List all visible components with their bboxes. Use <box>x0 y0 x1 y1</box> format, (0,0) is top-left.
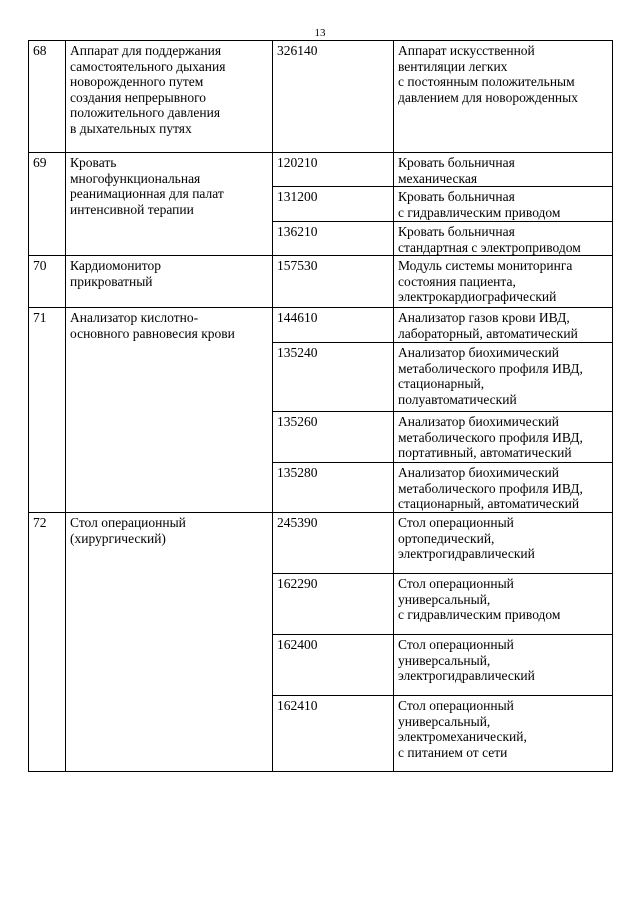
table-row <box>29 41 613 153</box>
equipment-code: 135260 <box>273 412 394 463</box>
row-number: 70 <box>29 256 66 308</box>
equipment-code: 135280 <box>273 463 394 513</box>
equipment-description: Анализатор газов крови ИВД, лабораторный, автоматический <box>394 308 613 343</box>
equipment-code: 162290 <box>273 574 394 635</box>
equipment-description: Стол операционный универсальный, электромеханический, с питанием от сети <box>394 696 613 772</box>
equipment-name: Кардиомонитор прикроватный <box>66 256 273 308</box>
row-number: 72 <box>29 513 66 772</box>
table-row <box>29 153 613 187</box>
page-number: 13 <box>314 27 326 39</box>
equipment-name: Стол операционный (хирургический) <box>66 513 273 772</box>
equipment-description: Стол операционный универсальный, с гидравлическим приводом <box>394 574 613 635</box>
table-row <box>29 256 613 308</box>
equipment-code: 144610 <box>273 308 394 343</box>
equipment-name: Кровать многофункциональная реанимационная для палат интенсивной терапии <box>66 153 273 256</box>
equipment-description: Кровать больничная с гидравлическим приводом <box>394 187 613 222</box>
row-number: 68 <box>29 41 66 153</box>
equipment-description: Аппарат искусственной вентиляции легких с постоянным положительным давлением для новорожденных <box>394 41 613 153</box>
equipment-description: Анализатор биохимический метаболического профиля ИВД, стационарный, автоматический <box>394 463 613 513</box>
equipment-description: Стол операционный универсальный, электрогидравлический <box>394 635 613 696</box>
equipment-code: 131200 <box>273 187 394 222</box>
equipment-table <box>28 40 613 772</box>
equipment-code: 245390 <box>273 513 394 574</box>
equipment-name: Аппарат для поддержания самостоятельного дыхания новорожденного путем создания непрерывного положительного давления в дыхательных путях <box>66 41 273 153</box>
equipment-description: Кровать больничная механическая <box>394 153 613 187</box>
equipment-code: 120210 <box>273 153 394 187</box>
equipment-description: Анализатор биохимический метаболического профиля ИВД, стационарный, полуавтоматический <box>394 343 613 412</box>
equipment-code: 162410 <box>273 696 394 772</box>
equipment-code: 162400 <box>273 635 394 696</box>
equipment-code: 135240 <box>273 343 394 412</box>
equipment-name: Анализатор кислотно- основного равновесия крови <box>66 308 273 513</box>
table-row <box>29 308 613 343</box>
equipment-code: 326140 <box>273 41 394 153</box>
equipment-description: Модуль системы мониторинга состояния пациента, электрокардиографический <box>394 256 613 308</box>
table-row <box>29 513 613 574</box>
equipment-description: Анализатор биохимический метаболического профиля ИВД, портативный, автоматический <box>394 412 613 463</box>
equipment-code: 136210 <box>273 222 394 256</box>
equipment-description: Кровать больничная стандартная с электроприводом <box>394 222 613 256</box>
equipment-code: 157530 <box>273 256 394 308</box>
equipment-description: Стол операционный ортопедический, электрогидравлический <box>394 513 613 574</box>
row-number: 71 <box>29 308 66 513</box>
row-number: 69 <box>29 153 66 256</box>
